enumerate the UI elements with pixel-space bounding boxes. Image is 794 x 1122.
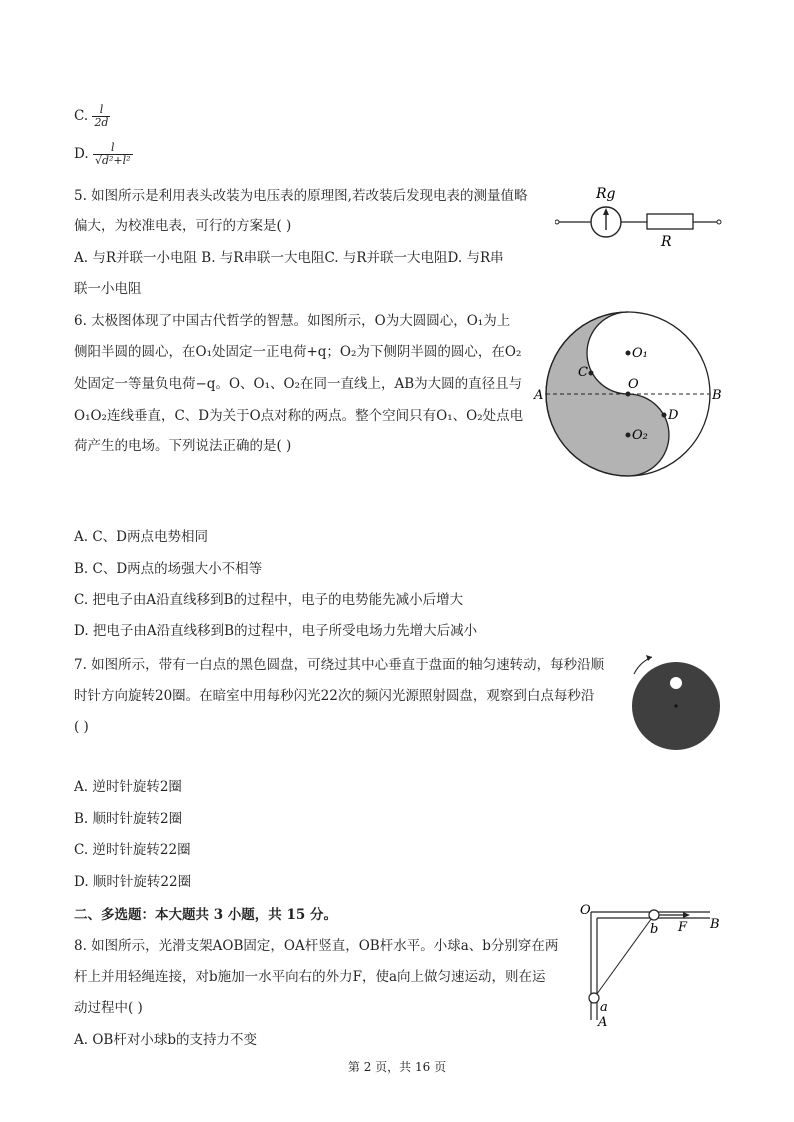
q7-option-b: B. 顺时针旋转2圈 — [74, 811, 183, 827]
q6-stem-line3: 处固定一等量负电荷−q。O、O₁、O₂在同一直线上，AB为大圆的直径且与 — [74, 376, 523, 392]
label-rg: Rg — [596, 186, 616, 202]
q5-options-line2: 联一小电阻 — [74, 281, 142, 297]
ball-a — [589, 993, 599, 1003]
label-o: O — [628, 377, 639, 392]
label-r: R — [661, 234, 672, 250]
label-o2: O₂ — [632, 428, 648, 443]
q4-option-d — [74, 142, 133, 167]
q7-disc-figure — [626, 652, 726, 752]
point-c — [589, 371, 594, 376]
light-rope — [594, 915, 654, 998]
q7-option-a: A. 逆时针旋转2圈 — [74, 779, 182, 795]
point-o — [626, 392, 631, 397]
q6-stem-line2: 侧阳半圆的圆心，在O₁处固定一正电荷+q；O₂为下侧阴半圆的圆心，在O₂ — [74, 344, 522, 360]
q6-taiji-figure — [528, 300, 728, 490]
label-o: O — [580, 903, 591, 918]
numerator: l — [93, 142, 133, 155]
q7-option-c: C. 逆时针旋转22圈 — [74, 842, 191, 858]
point-o1 — [626, 351, 631, 356]
label-b-end: B — [710, 917, 720, 932]
q4-option-c — [74, 104, 110, 129]
label-a-end: A — [598, 1015, 608, 1030]
terminal-left — [555, 220, 559, 224]
q6-option-d: D. 把电子由A沿直线移到B的过程中，电子所受电场力先增大后减小 — [74, 623, 478, 639]
q7-stem-line3: ( ) — [74, 719, 89, 735]
q5-stem-line2: 偏大，为校准电表，可行的方案是( ) — [74, 218, 292, 234]
q6-option-a: A. C、D两点电势相同 — [74, 529, 208, 545]
denominator: √d²+l² — [94, 154, 131, 167]
q8-stem-line3: 动过程中( ) — [74, 1000, 143, 1016]
disc-center — [674, 704, 677, 707]
q5-circuit-figure — [555, 178, 725, 250]
fraction — [92, 104, 110, 129]
denominator: 2d — [94, 116, 109, 129]
option-label: D. — [74, 146, 89, 162]
q7-stem-line1: 7. 如图所示，带有一白点的黑色圆盘，可绕过其中心垂直于盘面的轴匀速转动，每秒沿顺 — [74, 657, 605, 673]
q6-stem-line4: O₁O₂连线垂直，C、D为关于O点对称的两点。整个空间只有O₁、O₂处点电 — [74, 408, 524, 424]
numerator: l — [92, 104, 110, 117]
q8-stem-line1: 8. 如图所示，光滑支架AOB固定，OA杆竖直，OB杆水平。小球a、b分别穿在两 — [74, 938, 559, 954]
label-f: F — [678, 920, 688, 935]
q6-stem-line5: 荷产生的电场。下列说法正确的是( ) — [74, 438, 292, 454]
label-d: D — [668, 408, 679, 423]
q5-stem-line1: 5. 如图所示是利用表头改装为电压表的原理图,若改装后发现电表的测量值略 — [74, 188, 528, 204]
point-d — [662, 413, 667, 418]
q7-stem-line2: 时针方向旋转20圈。在暗室中用每秒闪光22次的频闪光源照射圆盘，观察到白点每秒沿 — [74, 688, 595, 704]
force-arrow-icon — [683, 912, 690, 918]
label-a: A — [534, 388, 544, 403]
q6-stem-line1: 6. 太极图体现了中国古代哲学的智慧。如图所示，O为大圆圆心，O₁为上 — [74, 313, 511, 329]
point-o2 — [626, 433, 631, 438]
label-ball-b: b — [650, 922, 659, 937]
label-c: C — [578, 365, 588, 380]
resistor-icon — [647, 214, 693, 229]
fraction — [93, 142, 133, 167]
label-b: B — [712, 388, 722, 403]
q6-option-b: B. C、D两点的场强大小不相等 — [74, 561, 263, 577]
label-ball-a: a — [600, 1000, 608, 1015]
page-footer: 第 2 页，共 16 页 — [347, 1060, 447, 1074]
q8-stem-line2: 杆上并用轻绳连接，对b施加一水平向右的外力F，使a向上做匀速运动，则在运 — [74, 969, 546, 985]
section-heading: 二、多选题：本大题共 3 小题，共 15 分。 — [74, 907, 337, 923]
q5-options-line1: A. 与R并联一小电阻 B. 与R串联一大电阻C. 与R并联一大电阻D. 与R串 — [74, 250, 504, 266]
terminal-right — [717, 220, 721, 224]
q8-frame-figure — [578, 900, 728, 1030]
label-o1: O₁ — [632, 346, 648, 361]
option-label: C. — [74, 108, 89, 124]
ball-b — [649, 910, 659, 920]
q8-option-a: A. OB杆对小球b的支持力不变 — [74, 1032, 257, 1048]
white-dot — [670, 677, 682, 689]
q7-option-d: D. 顺时针旋转22圈 — [74, 874, 192, 890]
q6-option-c: C. 把电子由A沿直线移到B的过程中，电子的电势能先减小后增大 — [74, 592, 464, 608]
yin-region — [546, 312, 669, 476]
